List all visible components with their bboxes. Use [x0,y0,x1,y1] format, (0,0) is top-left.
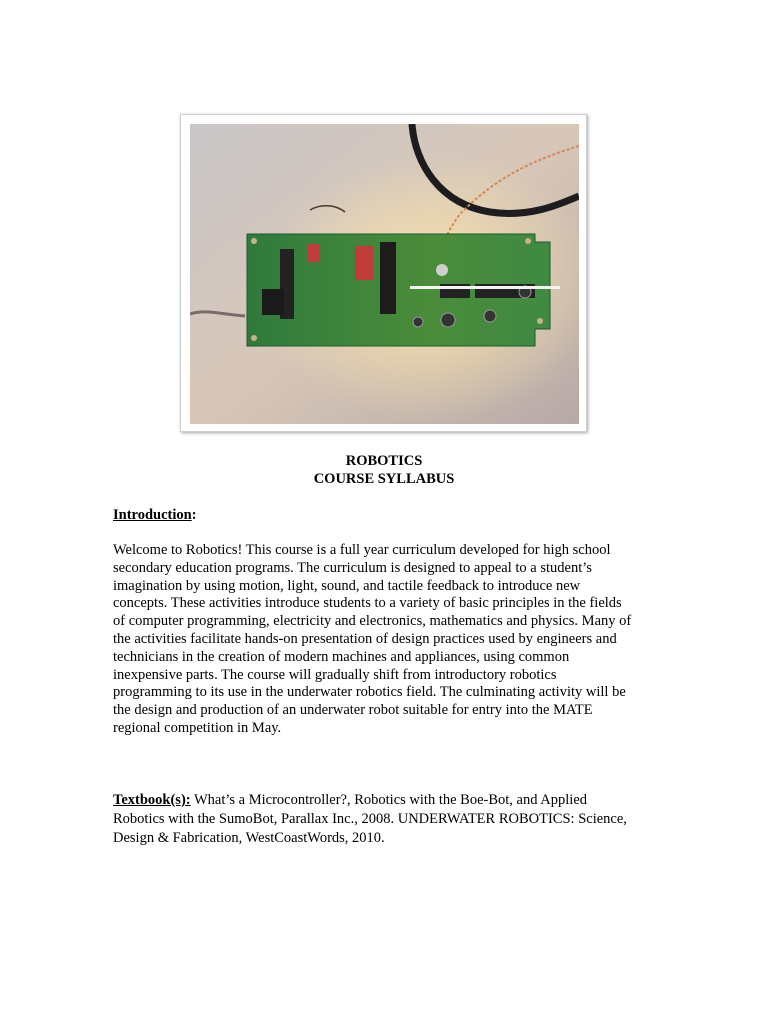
document-title: ROBOTICS [345,453,423,469]
introduction-line: technicians in the creation of modern machines and appliances, using common [113,648,570,665]
textbooks-line [113,791,661,810]
introduction-line: concepts. These activities introduce students to a variety of basic principles in the fields [113,595,622,612]
textbooks-section [113,791,661,848]
introduction-line: the design and production of an underwater robot suitable for entry into the MATE [113,702,593,719]
introduction-line: imagination by using motion, light, sound, and tactile feedback to introduce new [113,577,581,594]
introduction-line: of computer programming, electricity and electronics, mathematics and physics. Many of [113,613,632,630]
introduction-heading [113,507,197,524]
circuit-board-photo [180,114,587,432]
introduction-paragraph [113,542,661,738]
introduction-line: programming to its use in the underwater robotics field. The culminating activity will be [113,684,626,701]
introduction-line: secondary education programs. The curriculum is designed to appeal to a student’s [113,559,592,576]
introduction-line: Welcome to Robotics! This course is a full year curriculum developed for high school [113,542,611,558]
introduction-heading-colon: : [191,507,197,523]
textbooks-line: Design & Fabrication, WestCoastWords, 2010. [113,830,385,846]
introduction-line: inexpensive parts. The course will gradually shift from introductory robotics [113,666,557,683]
introduction-line: the activities facilitate hands-on presentation of design practices used by engineers and [113,630,617,647]
textbooks-line: Robotics with the SumoBot, Parallax Inc., 2008. UNDERWATER ROBOTICS: Science, [113,811,627,827]
document-subtitle: COURSE SYLLABUS [313,471,455,487]
textbooks-label: Textbook(s): [113,792,191,808]
circuit-board-photo-icon [190,124,579,424]
textbooks-line-1-text: What’s a Microcontroller?, Robotics with the Boe-Bot, and Applied [190,792,588,808]
introduction-heading-text: Introduction [113,507,192,523]
introduction-line: regional competition in May. [113,719,282,736]
